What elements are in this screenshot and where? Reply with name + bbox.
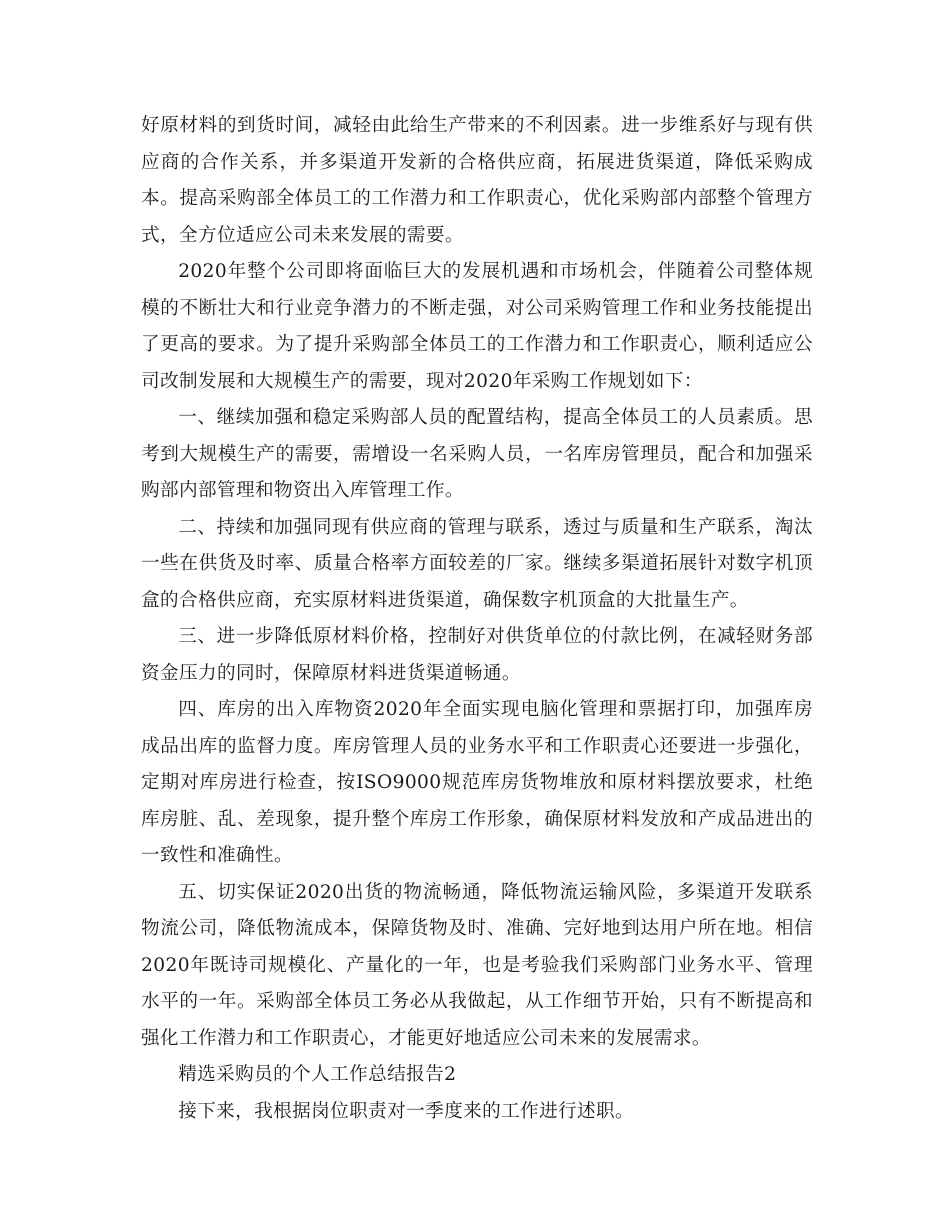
paragraph-item-two: 二、持续和加强同现有供应商的管理与联系，透过与质量和生产联系，淘汰一些在供货及时率、质量合格率方面较差的厂家。继续多渠道拓展针对数字机顶盒的合格供应商，充实原材料进货渠道，确保数字机顶盒的大批量生产。 bbox=[141, 516, 813, 611]
document-body bbox=[141, 108, 813, 1130]
paragraph-item-four: 四、库房的出入库物资2020年全面实现电脑化管理和票据打印，加强库房成品出库的监督力度。库房管理人员的业务水平和工作职责心还要进一步强化，定期对库房进行检查，按ISO9000规范库房货物堆放和原材料摆放要求，杜绝库房脏、乱、差现象，提升整个库房工作形象，确保原材料发放和产成品进出的一致性和准确性。 bbox=[141, 699, 813, 866]
paragraph-2020-plan-intro: 2020年整个公司即将面临巨大的发展机遇和市场机会，伴随着公司整体规模的不断壮大和行业竞争潜力的不断走强，对公司采购管理工作和业务技能提出了更高的要求。为了提升采购部全体员工的工作潜力和工作职责心，顺利适应公司改制发展和大规模生产的需要，现对2020年采购工作规划如下： bbox=[141, 261, 813, 392]
paragraph-item-five: 五、切实保证2020出货的物流畅通，降低物流运输风险，多渠道开发联系物流公司，降低物流成本，保障货物及时、准确、完好地到达用户所在地。相信2020年既诗司规模化、产量化的一年，也是考验我们采购部门业务水平、管理水平的一年。采购部全体员工务必从我做起，从工作细节开始，只有不断提高和强化工作潜力和工作职责心，才能更好地适应公司未来的发展需求。 bbox=[141, 881, 813, 1049]
section-heading: 精选采购员的个人工作总结报告2 bbox=[178, 1064, 457, 1085]
paragraph-item-three: 三、进一步降低原材料价格，控制好对供货单位的付款比例，在减轻财务部资金压力的同时，保障原材料进货渠道畅通。 bbox=[141, 626, 813, 684]
paragraph-report-opening: 接下来，我根据岗位职责对一季度来的工作进行述职。 bbox=[178, 1100, 635, 1122]
paragraph-item-one: 一、继续加强和稳定采购部人员的配置结构，提高全体员工的人员素质。思考到大规模生产的需要，需增设一名采购人员，一名库房管理员，配合和加强采购部内部管理和物资出入库管理工作。 bbox=[141, 407, 813, 501]
paragraph-intro-continuation: 好原材料的到货时间，减轻由此给生产带来的不利因素。进一步维系好与现有供应商的合作关系，并多渠道开发新的合格供应商，拓展进货渠道，降低采购成本。提高采购部全体员工的工作潜力和工作职责心，优化采购部内部整个管理方式，全方位适应公司未来发展的需要。 bbox=[141, 115, 813, 246]
